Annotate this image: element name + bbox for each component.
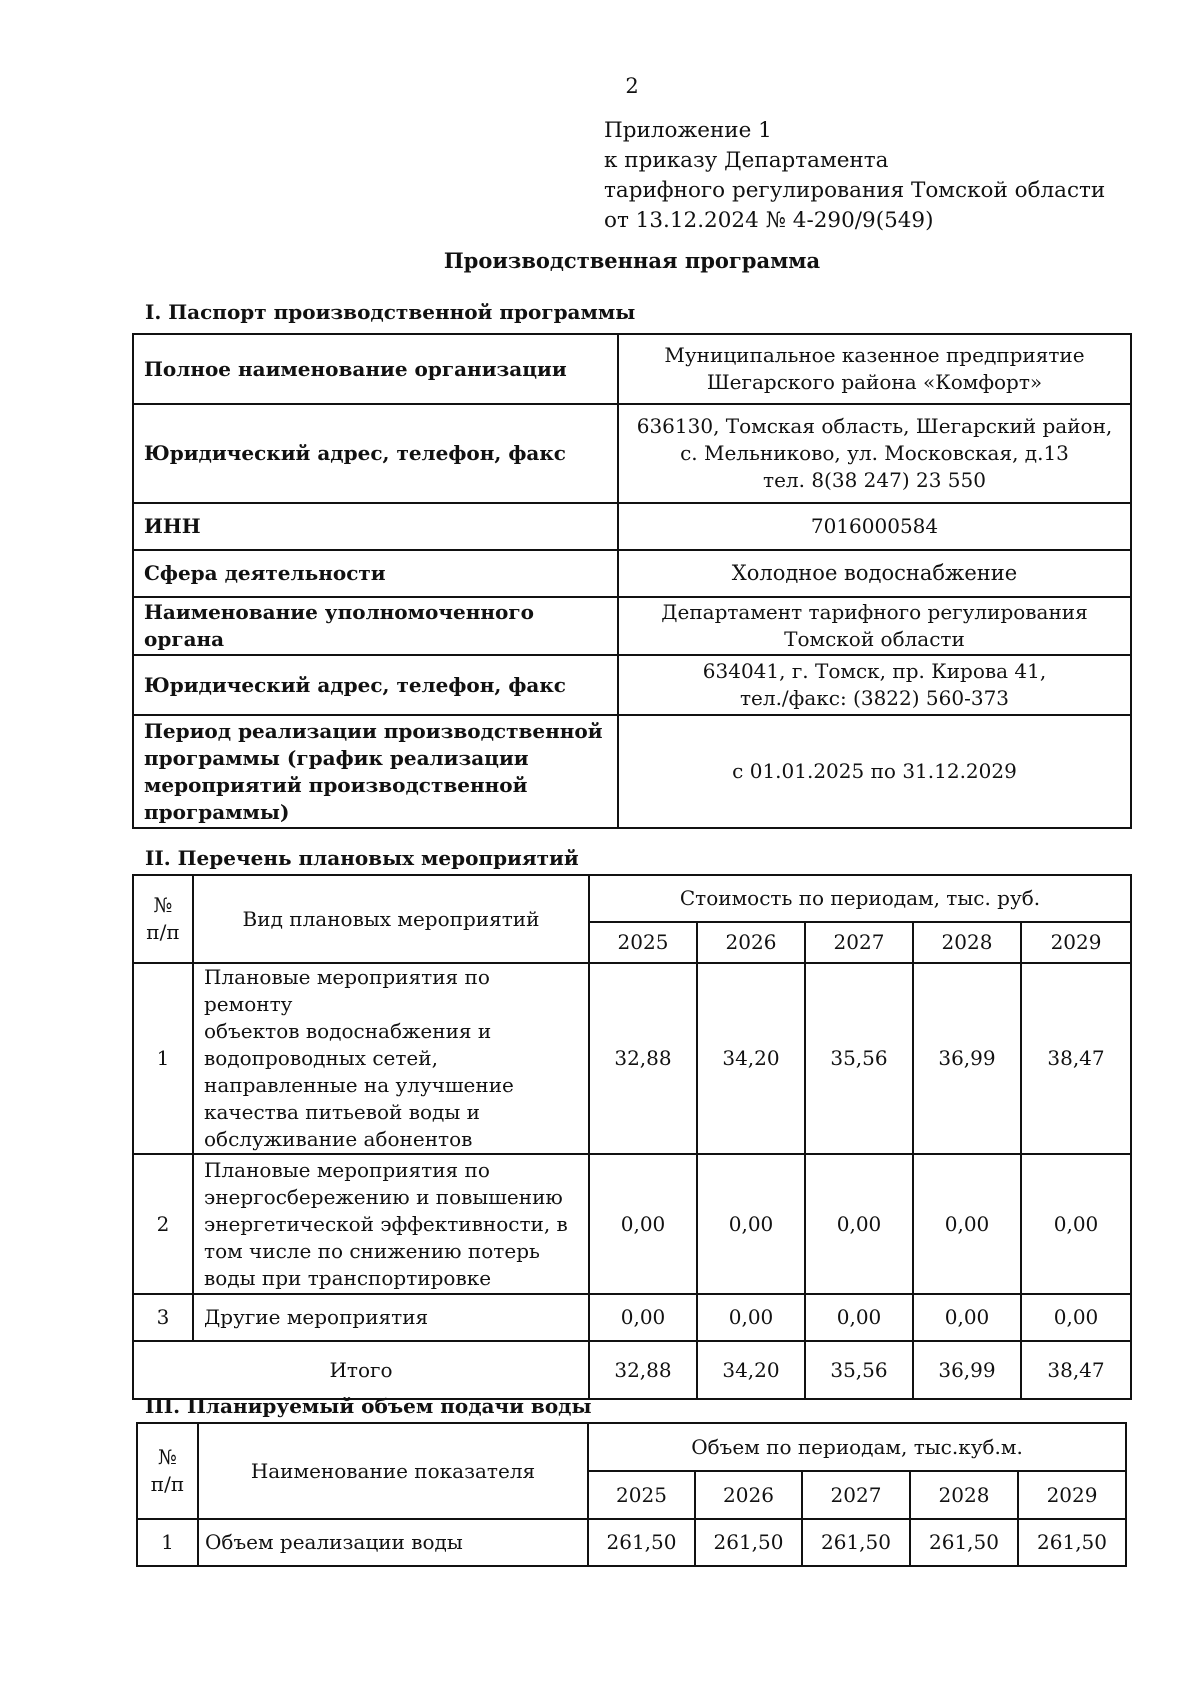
value-line: Муниципальное казенное предприятие [664, 343, 1085, 367]
passport-table [132, 333, 1132, 829]
name-line: обслуживание абонентов [204, 1127, 473, 1151]
value-line: тел./факс: (3822) 560-373 [739, 686, 1010, 710]
column-header-year: 2025 [589, 922, 697, 963]
table-cell-value [618, 334, 1131, 404]
document-title: Производственная программа [443, 248, 821, 273]
cost-value: 0,00 [805, 1294, 913, 1341]
cost-value: 0,00 [589, 1294, 697, 1341]
table-row [133, 334, 1131, 404]
name-line: водопроводных сетей, [204, 1046, 438, 1070]
name-line: воды при транспортировке [204, 1265, 492, 1290]
table-row [133, 655, 1131, 715]
name-line: качества питьевой воды и [204, 1100, 480, 1124]
name-line: Плановые мероприятия по [204, 1157, 490, 1182]
total-value: 32,88 [589, 1341, 697, 1399]
volume-table [136, 1422, 1127, 1567]
value-line: Шегарского района «Комфорт» [706, 370, 1043, 394]
table-row [137, 1519, 1126, 1566]
total-value: 34,20 [697, 1341, 805, 1399]
row-number: 3 [133, 1294, 193, 1341]
section-title: III. Планируемый объем подачи воды [145, 1394, 592, 1418]
appendix-line: к приказу Департамента [604, 148, 889, 173]
row-number: 1 [133, 963, 193, 1154]
section-title: II. Перечень плановых мероприятий [145, 846, 579, 870]
column-header-volume: Объем по периодам, тыс.куб.м. [588, 1423, 1126, 1471]
appendix-block [604, 116, 1105, 236]
volume-value: 261,50 [588, 1519, 695, 1566]
name-line: направленные на улучшение [204, 1073, 514, 1097]
table-cell-value [618, 404, 1131, 503]
table-cell-label: Наименование уполномоченного органа [133, 597, 618, 655]
page-number: 2 [625, 74, 639, 98]
table-cell-value [618, 597, 1131, 655]
column-header-year: 2027 [802, 1471, 910, 1519]
column-header-year: 2026 [695, 1471, 802, 1519]
column-header-year: 2025 [588, 1471, 695, 1519]
table-row [133, 404, 1131, 503]
table-cell-label: Юридический адрес, телефон, факс [133, 404, 618, 503]
label-line: мероприятий производственной [144, 772, 528, 797]
table-row [133, 1294, 1131, 1341]
cost-value: 0,00 [697, 1154, 805, 1294]
table-row [133, 597, 1131, 655]
column-header-cost: Стоимость по периодам, тыс. руб. [589, 875, 1131, 922]
cost-value: 32,88 [589, 963, 697, 1154]
table-row [133, 503, 1131, 550]
name-line: том числе по снижению потерь [204, 1238, 540, 1263]
column-header-num [137, 1423, 198, 1519]
column-header-year: 2029 [1021, 922, 1131, 963]
total-value: 35,56 [805, 1341, 913, 1399]
value-line: тел. 8(38 247) 23 550 [763, 468, 986, 492]
header-line: № [153, 893, 173, 917]
table-row [133, 550, 1131, 597]
cost-value: 0,00 [913, 1154, 1021, 1294]
table-cell-value: 7016000584 [618, 503, 1131, 550]
measure-name [193, 963, 589, 1154]
column-header-num [133, 875, 193, 963]
cost-value: 0,00 [697, 1294, 805, 1341]
appendix-line: от 13.12.2024 № 4-290/9(549) [604, 208, 934, 233]
name-line: энергетической эффективности, в [204, 1211, 568, 1236]
column-header-name: Вид плановых мероприятий [193, 875, 589, 963]
column-header-year: 2027 [805, 922, 913, 963]
measures-table [132, 874, 1132, 1400]
section-title: I. Паспорт производственной программы [145, 300, 636, 324]
column-header-year: 2028 [910, 1471, 1018, 1519]
value-line: 634041, г. Томск, пр. Кирова 41, [702, 659, 1047, 683]
volume-value: 261,50 [910, 1519, 1018, 1566]
table-cell-label: Полное наименование организации [133, 334, 618, 404]
cost-value: 0,00 [589, 1154, 697, 1294]
table-cell-value [618, 655, 1131, 715]
header-line: п/п [150, 1472, 185, 1496]
cost-value: 0,00 [913, 1294, 1021, 1341]
column-header-year: 2028 [913, 922, 1021, 963]
row-number: 1 [137, 1519, 198, 1566]
appendix-line: Приложение 1 [604, 118, 772, 143]
column-header-name: Наименование показателя [198, 1423, 588, 1519]
row-number: 2 [133, 1154, 193, 1294]
total-value: 38,47 [1021, 1341, 1131, 1399]
label-line: программы (график реализации [144, 745, 529, 770]
cost-value: 38,47 [1021, 963, 1131, 1154]
cost-value: 0,00 [1021, 1294, 1131, 1341]
cost-value: 36,99 [913, 963, 1021, 1154]
volume-value: 261,50 [695, 1519, 802, 1566]
indicator-name: Объем реализации воды [198, 1519, 588, 1566]
header-line: п/п [146, 920, 180, 944]
column-header-year: 2029 [1018, 1471, 1126, 1519]
appendix-line: тарифного регулирования Томской области [604, 178, 1106, 203]
table-cell-value: с 01.01.2025 по 31.12.2029 [618, 715, 1131, 828]
table-header-row [133, 875, 1131, 922]
table-cell-label: Юридический адрес, телефон, факс [133, 655, 618, 715]
column-header-year: 2026 [697, 922, 805, 963]
table-row [133, 963, 1131, 1154]
name-line: энергосбережению и повышению [204, 1184, 563, 1209]
table-cell-label [133, 715, 618, 828]
table-row [133, 1154, 1131, 1294]
header-line: № [158, 1445, 177, 1469]
name-line: Плановые мероприятия по ремонту [204, 965, 490, 1016]
name-line: объектов водоснабжения и [204, 1019, 492, 1043]
table-total-row [133, 1341, 1131, 1399]
cost-value: 35,56 [805, 963, 913, 1154]
table-cell-label: ИНН [133, 503, 618, 550]
total-value: 36,99 [913, 1341, 1021, 1399]
table-cell-value: Холодное водоснабжение [618, 550, 1131, 597]
value-line: Томской области [784, 627, 965, 651]
measure-name: Другие мероприятия [193, 1294, 589, 1341]
cost-value: 0,00 [805, 1154, 913, 1294]
value-line: Департамент тарифного регулирования [661, 600, 1088, 624]
value-line: с. Мельниково, ул. Московская, д.13 [680, 441, 1069, 465]
table-cell-label: Сфера деятельности [133, 550, 618, 597]
total-label: Итого [133, 1341, 589, 1399]
value-line: 636130, Томская область, Шегарский район, [636, 414, 1113, 438]
label-line: программы) [144, 799, 290, 824]
measure-name [193, 1154, 589, 1294]
volume-value: 261,50 [802, 1519, 910, 1566]
cost-value: 0,00 [1021, 1154, 1131, 1294]
volume-value: 261,50 [1018, 1519, 1126, 1566]
table-header-row [137, 1423, 1126, 1471]
cost-value: 34,20 [697, 963, 805, 1154]
label-line: Период реализации производственной [144, 718, 603, 743]
table-row [133, 715, 1131, 828]
